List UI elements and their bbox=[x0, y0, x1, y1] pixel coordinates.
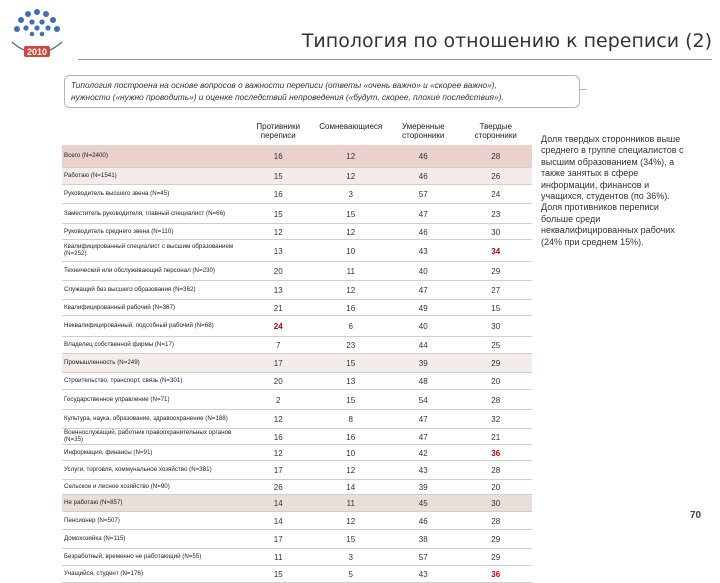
row-value: 12 bbox=[315, 145, 388, 167]
page-title: Типология по отношению к переписи (2) bbox=[301, 30, 712, 52]
row-value: 14 bbox=[242, 511, 315, 529]
title-divider bbox=[78, 59, 712, 60]
row-value: 30 bbox=[460, 494, 533, 511]
row-value: 29 bbox=[460, 353, 533, 372]
header-opponents: Противники переписи bbox=[242, 121, 315, 145]
row-value: 38 bbox=[387, 529, 460, 548]
row-value: 20 bbox=[242, 372, 315, 389]
row-value: 12 bbox=[315, 460, 388, 479]
row-value: 24 bbox=[460, 184, 533, 203]
row-value: 16 bbox=[242, 145, 315, 167]
row-value: 15 bbox=[460, 299, 533, 315]
table-row bbox=[62, 336, 532, 353]
row-value: 28 bbox=[460, 511, 533, 529]
table-row bbox=[62, 223, 532, 239]
row-value: 48 bbox=[387, 372, 460, 389]
row-label: Всего (N=2400) bbox=[62, 145, 242, 167]
typology-table bbox=[62, 121, 532, 583]
row-value: 28 bbox=[460, 145, 533, 167]
row-value: 20 bbox=[460, 479, 533, 494]
row-value: 26 bbox=[460, 167, 533, 184]
row-value: 28 bbox=[460, 460, 533, 479]
row-label: Владелец собственной фирмы (N=17) bbox=[62, 336, 242, 353]
row-value: 25 bbox=[460, 336, 533, 353]
table-row bbox=[62, 479, 532, 494]
row-value: 12 bbox=[315, 223, 388, 239]
table-row bbox=[62, 167, 532, 184]
row-value: 45 bbox=[387, 494, 460, 511]
row-value: 29 bbox=[460, 529, 533, 548]
row-label: Неквалифицированный, подсобный рабочий (N=68) bbox=[62, 315, 242, 336]
table-row bbox=[62, 529, 532, 548]
table-row bbox=[62, 145, 532, 167]
note-connector bbox=[579, 89, 587, 90]
slide-number: 70 bbox=[690, 510, 702, 521]
row-value: 2 bbox=[242, 389, 315, 409]
row-value: 23 bbox=[460, 203, 533, 223]
row-value: 16 bbox=[315, 299, 388, 315]
row-value: 16 bbox=[315, 428, 388, 444]
row-value: 12 bbox=[242, 409, 315, 428]
row-label: Услуги, торговля, коммунальное хозяйство (N=381) bbox=[62, 460, 242, 479]
table-row bbox=[62, 353, 532, 372]
row-value: 15 bbox=[315, 529, 388, 548]
table-row bbox=[62, 261, 532, 280]
row-value: 21 bbox=[460, 428, 533, 444]
row-value: 5 bbox=[315, 565, 388, 582]
row-label: Военнослужащий, работник правоохранительных органов (N=35) bbox=[62, 428, 242, 444]
row-value: 27 bbox=[460, 280, 533, 299]
row-value: 47 bbox=[387, 428, 460, 444]
row-value: 15 bbox=[315, 389, 388, 409]
row-value: 11 bbox=[242, 548, 315, 565]
row-value: 3 bbox=[315, 548, 388, 565]
row-value: 43 bbox=[387, 239, 460, 261]
header-blank bbox=[62, 121, 242, 145]
row-value: 30 bbox=[460, 315, 533, 336]
table-row bbox=[62, 299, 532, 315]
table-row bbox=[62, 239, 532, 261]
row-value: 12 bbox=[242, 444, 315, 460]
row-value: 47 bbox=[387, 280, 460, 299]
row-label: Служащий без высшего образования (N=362) bbox=[62, 280, 242, 299]
row-label: Строительство, транспорт, связь (N=301) bbox=[62, 372, 242, 389]
row-value: 46 bbox=[387, 511, 460, 529]
table-row bbox=[62, 372, 532, 389]
row-value: 15 bbox=[242, 203, 315, 223]
table-row bbox=[62, 511, 532, 529]
row-value: 39 bbox=[387, 479, 460, 494]
row-value: 40 bbox=[387, 261, 460, 280]
row-value: 42 bbox=[387, 444, 460, 460]
row-value: 47 bbox=[387, 203, 460, 223]
row-value: 15 bbox=[315, 203, 388, 223]
row-value: 11 bbox=[315, 261, 388, 280]
row-value: 47 bbox=[387, 409, 460, 428]
table-row bbox=[62, 280, 532, 299]
row-value: 10 bbox=[315, 239, 388, 261]
row-value: 13 bbox=[242, 239, 315, 261]
row-value: 3 bbox=[315, 184, 388, 203]
row-value: 8 bbox=[315, 409, 388, 428]
row-value: 12 bbox=[242, 223, 315, 239]
table-row bbox=[62, 494, 532, 511]
row-value: 17 bbox=[242, 460, 315, 479]
row-label: Пенсионер (N=507) bbox=[62, 511, 242, 529]
row-value: 10 bbox=[315, 444, 388, 460]
row-value: 20 bbox=[460, 372, 533, 389]
header-doubters: Сомневающиеся bbox=[315, 121, 388, 145]
row-value: 34 bbox=[460, 239, 533, 261]
row-value: 46 bbox=[387, 167, 460, 184]
row-label: Руководитель высшего звена (N=45) bbox=[62, 184, 242, 203]
row-value: 16 bbox=[242, 428, 315, 444]
row-value: 40 bbox=[387, 315, 460, 336]
row-value: 44 bbox=[387, 336, 460, 353]
row-value: 29 bbox=[460, 261, 533, 280]
row-value: 12 bbox=[315, 280, 388, 299]
row-value: 17 bbox=[242, 353, 315, 372]
row-value: 13 bbox=[242, 280, 315, 299]
row-label: Безработный, временно не работающий (N=55) bbox=[62, 548, 242, 565]
row-label: Сельское и лесное хозяйство (N=90) bbox=[62, 479, 242, 494]
row-label: Промышленность (N=249) bbox=[62, 353, 242, 372]
row-value: 17 bbox=[242, 529, 315, 548]
row-value: 23 bbox=[315, 336, 388, 353]
row-label: Культура, наука, образование, здравоохранение (N=188) bbox=[62, 409, 242, 428]
row-value: 11 bbox=[315, 494, 388, 511]
row-value: 43 bbox=[387, 460, 460, 479]
row-value: 46 bbox=[387, 223, 460, 239]
row-value: 26 bbox=[242, 479, 315, 494]
row-value: 29 bbox=[460, 548, 533, 565]
table-row bbox=[62, 444, 532, 460]
table-header-row bbox=[62, 121, 532, 145]
row-value: 43 bbox=[387, 565, 460, 582]
table-row bbox=[62, 203, 532, 223]
row-label: Информация, финансы (N=91) bbox=[62, 444, 242, 460]
row-value: 12 bbox=[315, 511, 388, 529]
row-value: 36 bbox=[460, 565, 533, 582]
row-value: 14 bbox=[315, 479, 388, 494]
row-label: Заместитель руководителя, главный специалист (N=66) bbox=[62, 203, 242, 223]
row-value: 30 bbox=[460, 223, 533, 239]
row-value: 7 bbox=[242, 336, 315, 353]
row-value: 16 bbox=[242, 184, 315, 203]
row-label: Технический или обслуживающий персонал (N=230) bbox=[62, 261, 242, 280]
row-label: Руководитель среднего звена (N=110) bbox=[62, 223, 242, 239]
logo-year: 2010 bbox=[26, 47, 48, 57]
row-value: 39 bbox=[387, 353, 460, 372]
row-label: Квалифицированный специалист с высшим образованием (N=252) bbox=[62, 239, 242, 261]
census-2010-logo bbox=[6, 4, 68, 66]
row-value: 28 bbox=[460, 389, 533, 409]
table-row bbox=[62, 389, 532, 409]
row-value: 14 bbox=[242, 494, 315, 511]
commentary-text: Доля твердых сторонников выше среднего в группе специалистов с высшим образованием (34%), а также занятых в сфере информации, финансов и учащихся, студентов (по 36%). Доля противников переписи больше среди неквалифицированных рабочих (24% при среднем 15%). bbox=[541, 134, 684, 247]
row-value: 32 bbox=[460, 409, 533, 428]
row-value: 57 bbox=[387, 548, 460, 565]
row-value: 21 bbox=[242, 299, 315, 315]
methodology-note bbox=[64, 75, 580, 108]
table-row bbox=[62, 460, 532, 479]
table-row bbox=[62, 428, 532, 444]
table-row bbox=[62, 409, 532, 428]
row-label: Квалифицированный рабочий (N=367) bbox=[62, 299, 242, 315]
row-label: Учащийся, студент (N=176) bbox=[62, 565, 242, 582]
row-value: 49 bbox=[387, 299, 460, 315]
row-label: Не работаю (N=857) bbox=[62, 494, 242, 511]
note-line-2: нужности («нужно проводить») и оценке последствий непроведения («будут, скорее, плохие последствия»). bbox=[71, 92, 504, 102]
row-value: 24 bbox=[242, 315, 315, 336]
row-value: 36 bbox=[460, 444, 533, 460]
row-value: 15 bbox=[315, 353, 388, 372]
row-label: Работаю (N=1541) bbox=[62, 167, 242, 184]
row-value: 15 bbox=[242, 167, 315, 184]
note-line-1: Типология построена на основе вопросов о важности переписи (ответы «очень важно» и «скорее важно»), bbox=[71, 80, 497, 90]
row-value: 20 bbox=[242, 261, 315, 280]
table-row bbox=[62, 315, 532, 336]
row-value: 13 bbox=[315, 372, 388, 389]
row-value: 57 bbox=[387, 184, 460, 203]
header-firm-supporters: Твердые сторонники bbox=[460, 121, 533, 145]
header-moderate-supporters: Умеренные сторонники bbox=[387, 121, 460, 145]
row-value: 6 bbox=[315, 315, 388, 336]
table-row bbox=[62, 548, 532, 565]
row-label: Государственное управление (N=71) bbox=[62, 389, 242, 409]
table-row bbox=[62, 565, 532, 582]
row-value: 15 bbox=[242, 565, 315, 582]
row-value: 46 bbox=[387, 145, 460, 167]
row-value: 54 bbox=[387, 389, 460, 409]
row-label: Домохозяйка (N=115) bbox=[62, 529, 242, 548]
table-row bbox=[62, 184, 532, 203]
row-value: 12 bbox=[315, 167, 388, 184]
